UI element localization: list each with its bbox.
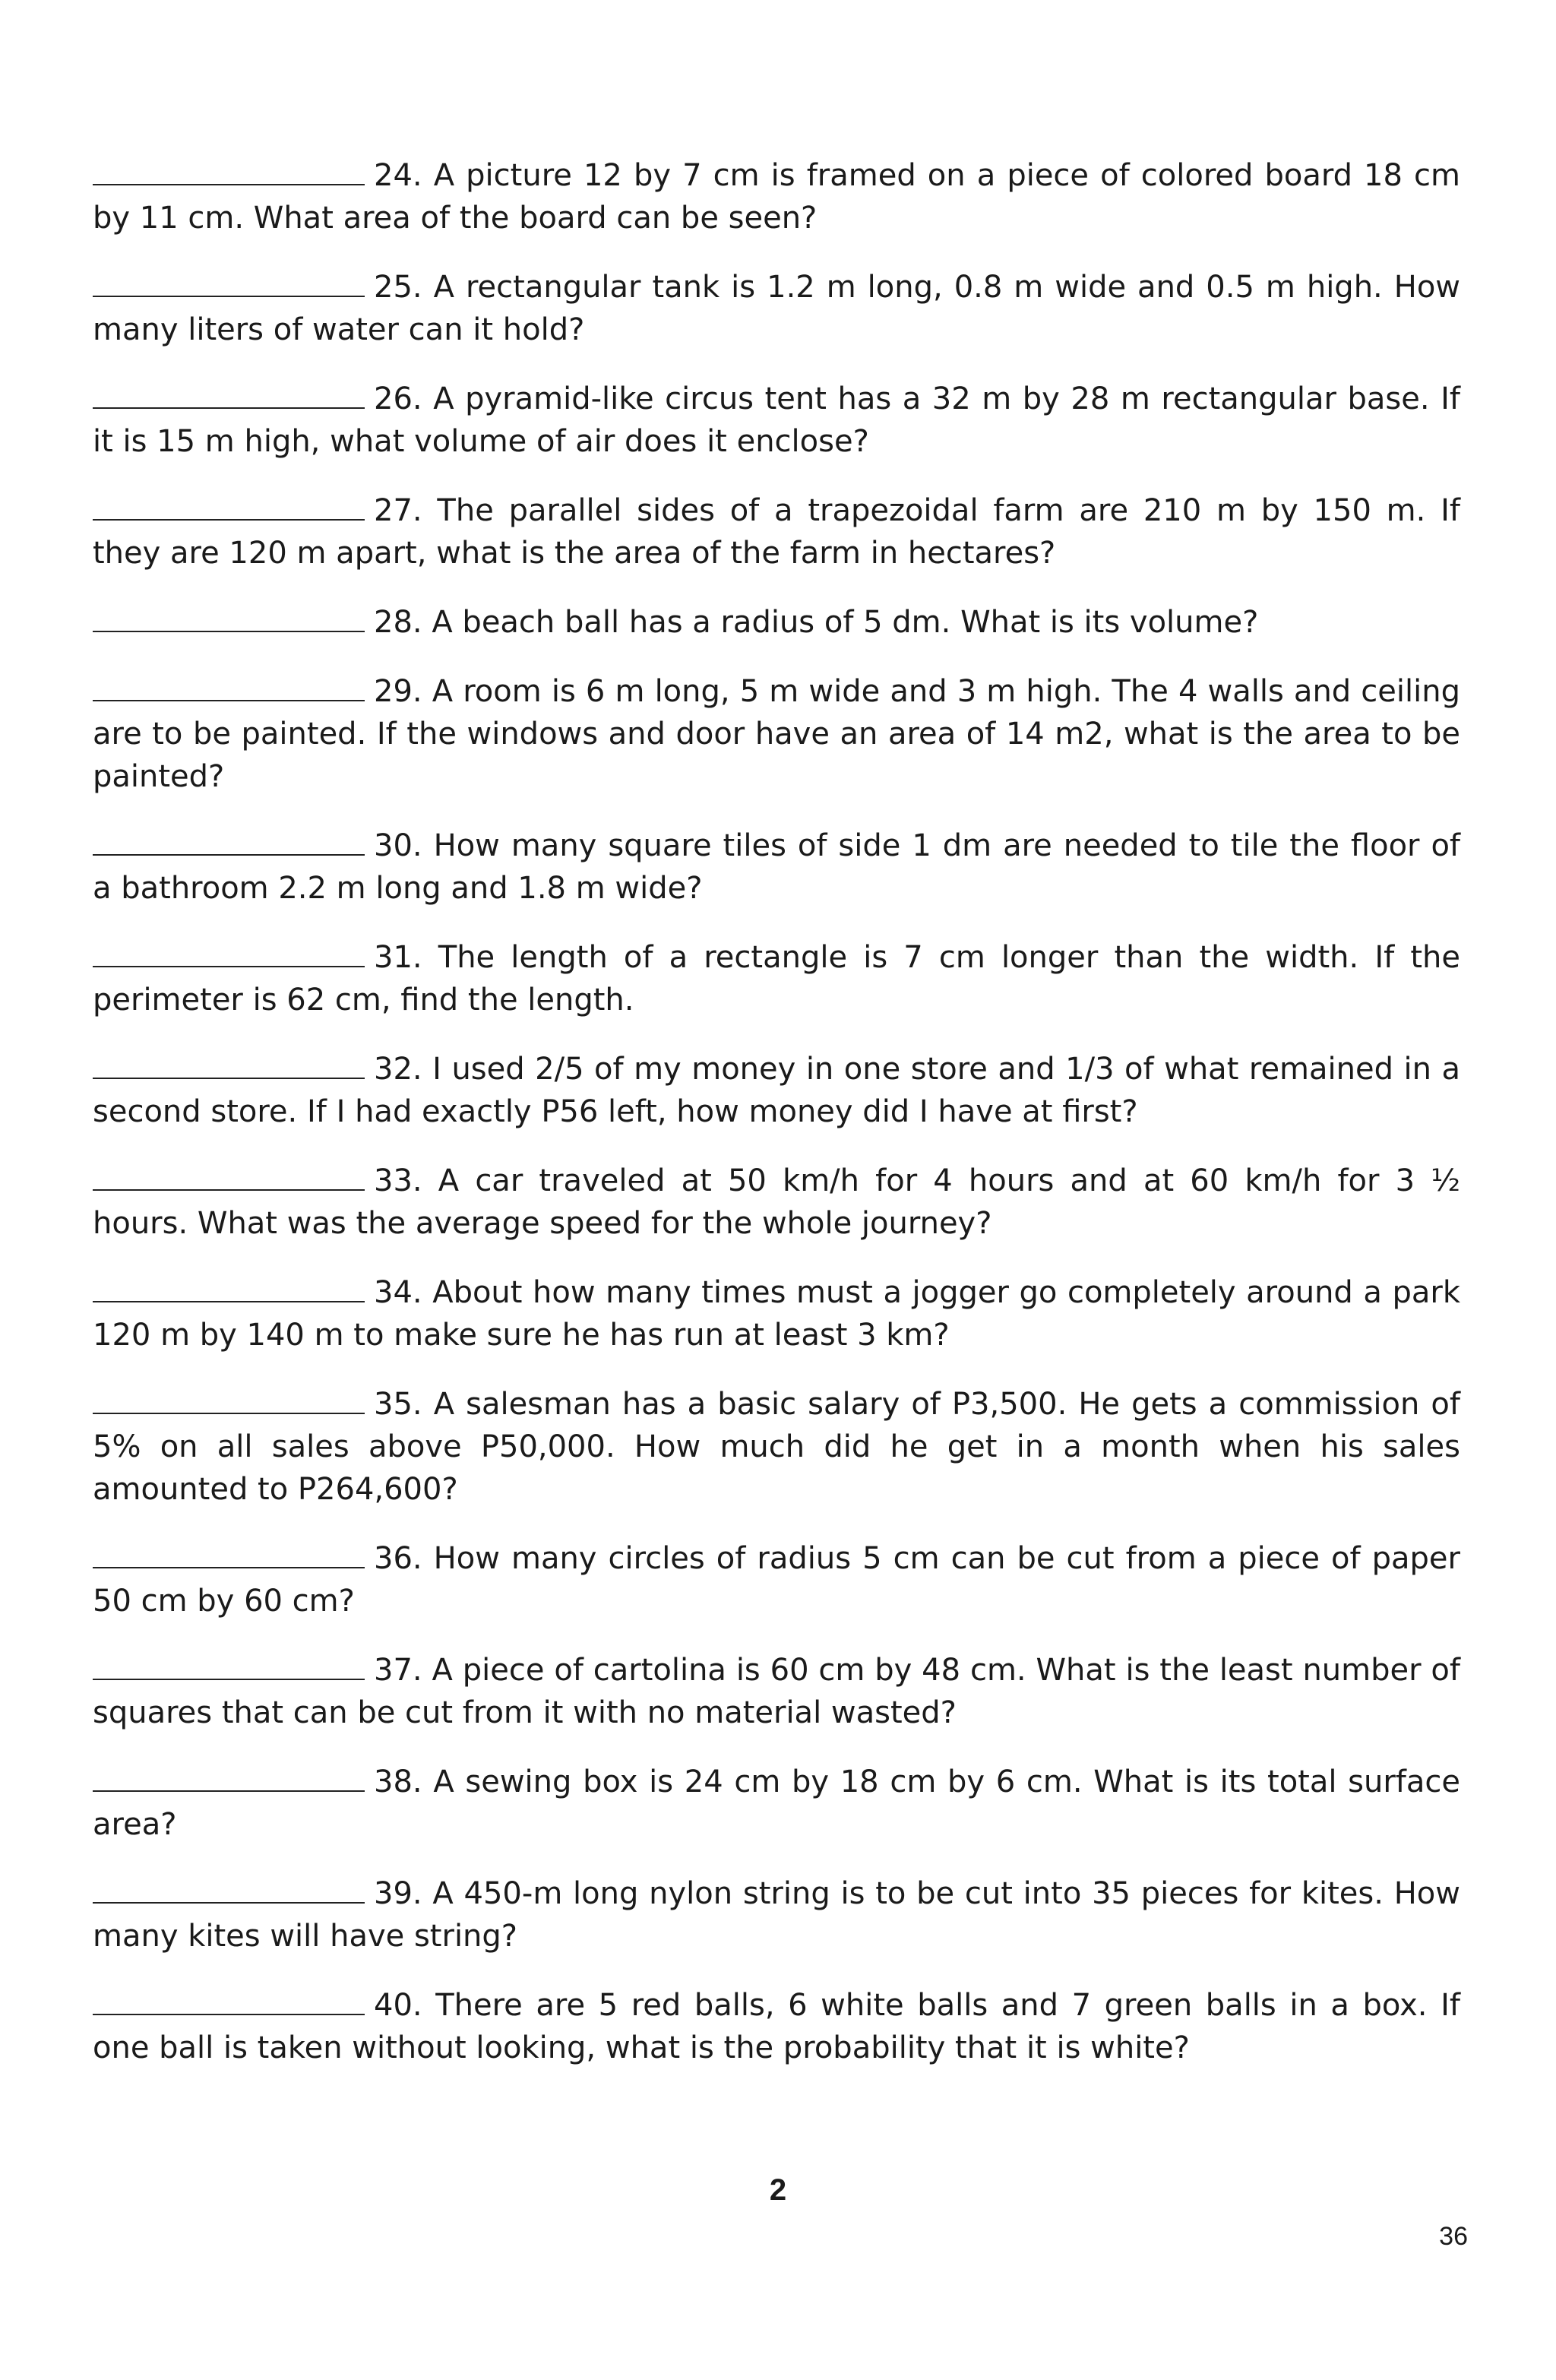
- question-number: 26.: [374, 381, 422, 416]
- question-text: A beach ball has a radius of 5 dm. What is its volume?: [432, 605, 1259, 640]
- question-37: [93, 1648, 1460, 1734]
- question-26: [93, 377, 1460, 463]
- question-27: [93, 489, 1460, 574]
- question-number: 29.: [374, 674, 422, 709]
- question-number: 40.: [374, 1988, 422, 2023]
- question-number: 27.: [374, 493, 422, 528]
- answer-blank[interactable]: [93, 265, 365, 297]
- question-25: [93, 265, 1460, 351]
- question-number: 32.: [374, 1052, 422, 1087]
- question-number: 37.: [374, 1653, 422, 1688]
- answer-blank[interactable]: [93, 1271, 365, 1302]
- question-39: [93, 1872, 1460, 1957]
- question-number: 31.: [374, 940, 422, 975]
- question-text: The length of a rectangle is 7 cm longer than the width. If the perimeter is 62 cm, find the length.: [93, 940, 1461, 1018]
- answer-blank[interactable]: [93, 1537, 365, 1568]
- question-29: [93, 669, 1460, 798]
- document-page-number: 36: [1439, 2222, 1468, 2251]
- page-number: 2: [769, 2173, 787, 2207]
- question-number: 30.: [374, 828, 422, 863]
- question-number: 28.: [374, 605, 422, 640]
- question-text: The parallel sides of a trapezoidal farm are 210 m by 150 m. If they are 120 m apart, what is the area of the farm in hectares?: [93, 493, 1460, 571]
- question-text: A 450-m long nylon string is to be cut into 35 pieces for kites. How many kites will have string?: [93, 1876, 1460, 1954]
- question-24: [93, 153, 1460, 239]
- answer-blank[interactable]: [93, 489, 365, 521]
- answer-blank[interactable]: [93, 935, 365, 967]
- question-text: How many circles of radius 5 cm can be cut from a piece of paper 50 cm by 60 cm?: [93, 1541, 1460, 1619]
- question-text: There are 5 red balls, 6 white balls and 7 green balls in a box. If one ball is taken without looking, what is the probability that it is white?: [93, 1988, 1460, 2065]
- question-text: A room is 6 m long, 5 m wide and 3 m high. The 4 walls and ceiling are to be painted. If the windows and door have an area of 14 m2, what is the area to be painted?: [93, 674, 1460, 794]
- answer-blank[interactable]: [93, 1159, 365, 1191]
- question-33: [93, 1159, 1460, 1245]
- question-28: [93, 600, 1460, 644]
- question-text: A piece of cartolina is 60 cm by 48 cm. What is the least number of squares that can be cut from it with no material wasted?: [93, 1653, 1460, 1730]
- question-32: [93, 1047, 1460, 1133]
- answer-blank[interactable]: [93, 1872, 365, 1904]
- question-number: 34.: [374, 1275, 422, 1310]
- worksheet: [93, 153, 1460, 2095]
- question-text: About how many times must a jogger go completely around a park 120 m by 140 m to make sure he has run at least 3 km?: [93, 1275, 1460, 1353]
- answer-blank[interactable]: [93, 824, 365, 856]
- question-text: A rectangular tank is 1.2 m long, 0.8 m wide and 0.5 m high. How many liters of water can it hold?: [93, 270, 1461, 347]
- answer-blank[interactable]: [93, 1983, 365, 2015]
- question-number: 24.: [374, 158, 422, 193]
- question-text: I used 2/5 of my money in one store and 1/3 of what remained in a second store. If I had exactly P56 left, how money did I have at first?: [93, 1052, 1460, 1129]
- answer-blank[interactable]: [93, 1382, 365, 1414]
- question-text: A salesman has a basic salary of P3,500. He gets a commission of 5% on all sales above P50,000. How much did he get in a month when his sales amounted to P264,600?: [93, 1387, 1460, 1507]
- question-36: [93, 1537, 1460, 1622]
- question-text: A sewing box is 24 cm by 18 cm by 6 cm. What is its total surface area?: [93, 1764, 1460, 1842]
- question-31: [93, 935, 1460, 1021]
- answer-blank[interactable]: [93, 669, 365, 701]
- question-40: [93, 1983, 1460, 2069]
- question-number: 39.: [374, 1876, 422, 1911]
- question-30: [93, 824, 1460, 910]
- answer-blank[interactable]: [93, 153, 365, 185]
- question-text: A picture 12 by 7 cm is framed on a piece of colored board 18 cm by 11 cm. What area of the board can be seen?: [93, 158, 1461, 236]
- question-34: [93, 1271, 1460, 1356]
- answer-blank[interactable]: [93, 1047, 365, 1079]
- question-text: A car traveled at 50 km/h for 4 hours and at 60 km/h for 3 ½ hours. What was the average speed for the whole journey?: [93, 1163, 1461, 1241]
- answer-blank[interactable]: [93, 600, 365, 632]
- question-38: [93, 1760, 1460, 1846]
- question-number: 38.: [374, 1764, 422, 1799]
- question-number: 33.: [374, 1163, 422, 1198]
- answer-blank[interactable]: [93, 1648, 365, 1680]
- question-number: 25.: [374, 270, 422, 305]
- answer-blank[interactable]: [93, 1760, 365, 1792]
- question-35: [93, 1382, 1460, 1511]
- answer-blank[interactable]: [93, 377, 365, 409]
- question-text: How many square tiles of side 1 dm are needed to tile the floor of a bathroom 2.2 m long and 1.8 m wide?: [93, 828, 1461, 906]
- question-number: 35.: [374, 1387, 422, 1422]
- question-number: 36.: [374, 1541, 422, 1576]
- question-text: A pyramid-like circus tent has a 32 m by 28 m rectangular base. If it is 15 m high, what volume of air does it enclose?: [93, 381, 1460, 459]
